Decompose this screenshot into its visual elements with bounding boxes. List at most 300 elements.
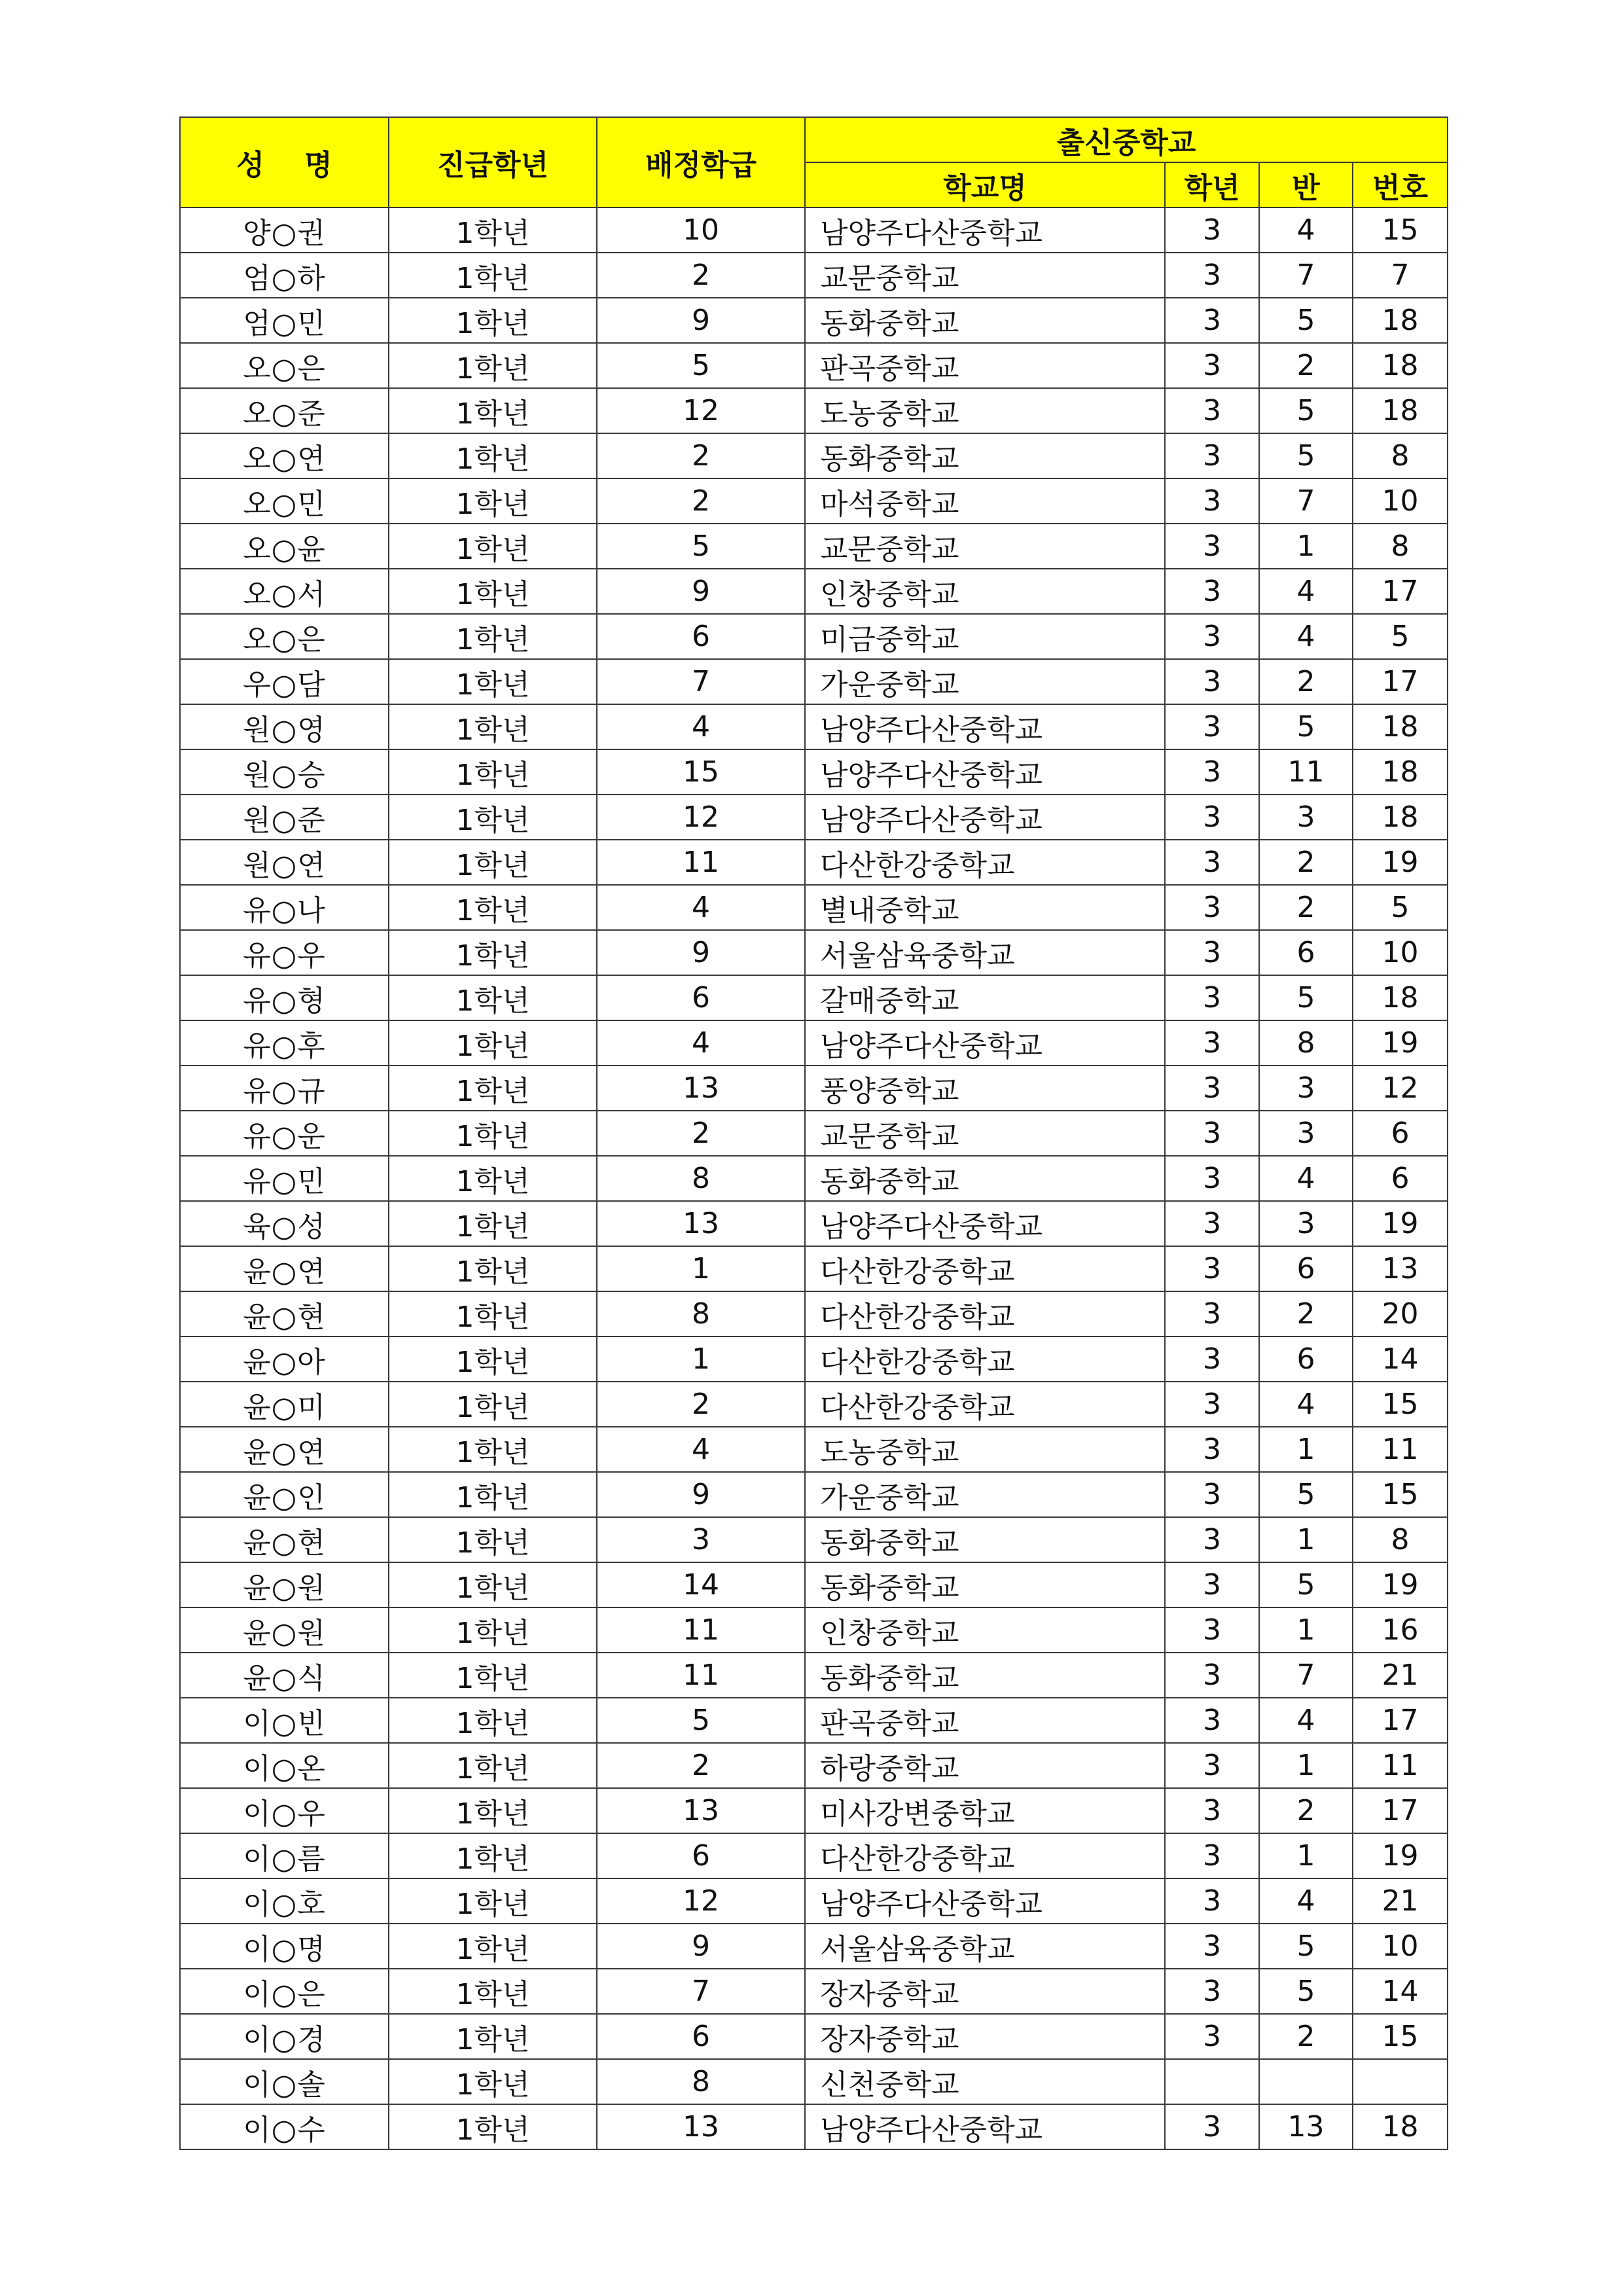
student-name-cell: 육○성 xyxy=(180,1201,389,1246)
assigned-class-cell: 9 xyxy=(597,569,805,614)
assigned-class-cell: 6 xyxy=(597,975,805,1020)
table-row xyxy=(180,1969,1448,2014)
class-cell: 6 xyxy=(1259,930,1353,975)
school-name-cell: 서울삼육중학교 xyxy=(805,1924,1165,1969)
school-name-cell: 남양주다산중학교 xyxy=(805,1878,1165,1924)
table-row xyxy=(180,930,1448,975)
grade-cell: 3 xyxy=(1165,569,1259,614)
number-cell: 16 xyxy=(1353,1607,1448,1653)
student-name-cell: 이○호 xyxy=(180,1878,389,1924)
assigned-class-cell: 6 xyxy=(597,2014,805,2059)
grade-cell: 3 xyxy=(1165,433,1259,478)
table-row xyxy=(180,1698,1448,1743)
student-name-cell: 엄○하 xyxy=(180,253,389,298)
table-row xyxy=(180,253,1448,298)
assigned-class-cell: 8 xyxy=(597,2059,805,2104)
school-name-cell: 다산한강중학교 xyxy=(805,1291,1165,1336)
student-name-cell: 윤○연 xyxy=(180,1427,389,1472)
number-cell: 18 xyxy=(1353,749,1448,795)
grade-cell: 3 xyxy=(1165,1111,1259,1156)
student-roster-table xyxy=(179,117,1448,2150)
table-row xyxy=(180,1427,1448,1472)
promo-grade-cell: 1학년 xyxy=(389,1427,597,1472)
student-name-cell: 오○은 xyxy=(180,343,389,388)
assigned-class-cell: 4 xyxy=(597,885,805,930)
school-name-cell: 남양주다산중학교 xyxy=(805,2104,1165,2149)
number-cell: 8 xyxy=(1353,1517,1448,1562)
grade-cell: 3 xyxy=(1165,1246,1259,1291)
class-cell: 2 xyxy=(1259,2014,1353,2059)
promo-grade-cell: 1학년 xyxy=(389,885,597,930)
assigned-class-cell: 6 xyxy=(597,1833,805,1878)
school-name-cell: 다산한강중학교 xyxy=(805,1382,1165,1427)
grade-cell: 3 xyxy=(1165,1698,1259,1743)
grade-cell: 3 xyxy=(1165,478,1259,524)
assigned-class-cell: 12 xyxy=(597,388,805,433)
number-cell: 10 xyxy=(1353,1924,1448,1969)
school-name-cell: 교문중학교 xyxy=(805,1111,1165,1156)
grade-cell: 3 xyxy=(1165,1517,1259,1562)
assigned-class-cell: 3 xyxy=(597,1517,805,1562)
promo-grade-cell: 1학년 xyxy=(389,388,597,433)
promo-grade-cell: 1학년 xyxy=(389,1878,597,1924)
promo-grade-cell: 1학년 xyxy=(389,253,597,298)
number-cell: 15 xyxy=(1353,1382,1448,1427)
grade-cell: 3 xyxy=(1165,1562,1259,1607)
number-cell: 21 xyxy=(1353,1878,1448,1924)
number-cell: 15 xyxy=(1353,207,1448,253)
promo-grade-cell: 1학년 xyxy=(389,1156,597,1201)
school-name-cell: 다산한강중학교 xyxy=(805,1336,1165,1382)
number-cell: 12 xyxy=(1353,1066,1448,1111)
grade-cell: 3 xyxy=(1165,2014,1259,2059)
table-row xyxy=(180,1562,1448,1607)
assigned-class-cell: 13 xyxy=(597,1066,805,1111)
table-row xyxy=(180,1156,1448,1201)
assigned-class-cell: 5 xyxy=(597,343,805,388)
header-number: 번호 xyxy=(1353,162,1448,207)
class-cell: 5 xyxy=(1259,975,1353,1020)
student-name-cell: 양○권 xyxy=(180,207,389,253)
header-promo-grade: 진급학년 xyxy=(389,117,597,207)
number-cell: 18 xyxy=(1353,975,1448,1020)
class-cell: 4 xyxy=(1259,569,1353,614)
class-cell: 6 xyxy=(1259,1246,1353,1291)
table-row xyxy=(180,659,1448,704)
school-name-cell: 미사강변중학교 xyxy=(805,1788,1165,1833)
promo-grade-cell: 1학년 xyxy=(389,840,597,885)
table-row xyxy=(180,1201,1448,1246)
student-name-cell: 이○우 xyxy=(180,1788,389,1833)
grade-cell: 3 xyxy=(1165,2104,1259,2149)
student-name-cell: 오○준 xyxy=(180,388,389,433)
table-row xyxy=(180,840,1448,885)
student-name-cell: 윤○현 xyxy=(180,1517,389,1562)
student-name-cell: 이○수 xyxy=(180,2104,389,2149)
school-name-cell: 별내중학교 xyxy=(805,885,1165,930)
student-name-cell: 윤○아 xyxy=(180,1336,389,1382)
student-name-cell: 이○명 xyxy=(180,1924,389,1969)
grade-cell: 3 xyxy=(1165,1788,1259,1833)
class-cell: 5 xyxy=(1259,433,1353,478)
header-name: 성 명 xyxy=(180,117,389,207)
grade-cell: 3 xyxy=(1165,1924,1259,1969)
promo-grade-cell: 1학년 xyxy=(389,2104,597,2149)
number-cell: 20 xyxy=(1353,1291,1448,1336)
school-name-cell: 다산한강중학교 xyxy=(805,840,1165,885)
grade-cell: 3 xyxy=(1165,795,1259,840)
class-cell: 11 xyxy=(1259,749,1353,795)
grade-cell: 3 xyxy=(1165,253,1259,298)
table-row xyxy=(180,749,1448,795)
school-name-cell: 도농중학교 xyxy=(805,388,1165,433)
promo-grade-cell: 1학년 xyxy=(389,298,597,343)
grade-cell: 3 xyxy=(1165,749,1259,795)
number-cell: 11 xyxy=(1353,1743,1448,1788)
assigned-class-cell: 13 xyxy=(597,1788,805,1833)
number-cell: 17 xyxy=(1353,659,1448,704)
grade-cell: 3 xyxy=(1165,659,1259,704)
table-row xyxy=(180,1924,1448,1969)
school-name-cell: 동화중학교 xyxy=(805,1653,1165,1698)
assigned-class-cell: 15 xyxy=(597,749,805,795)
student-name-cell: 유○형 xyxy=(180,975,389,1020)
promo-grade-cell: 1학년 xyxy=(389,1788,597,1833)
assigned-class-cell: 9 xyxy=(597,298,805,343)
school-name-cell: 서울삼육중학교 xyxy=(805,930,1165,975)
grade-cell: 3 xyxy=(1165,207,1259,253)
number-cell: 10 xyxy=(1353,478,1448,524)
number-cell: 11 xyxy=(1353,1427,1448,1472)
number-cell xyxy=(1353,2059,1448,2104)
grade-cell: 3 xyxy=(1165,1066,1259,1111)
class-cell: 1 xyxy=(1259,1743,1353,1788)
assigned-class-cell: 9 xyxy=(597,1472,805,1517)
class-cell: 5 xyxy=(1259,1924,1353,1969)
number-cell: 18 xyxy=(1353,298,1448,343)
student-name-cell: 윤○현 xyxy=(180,1291,389,1336)
grade-cell: 3 xyxy=(1165,1472,1259,1517)
assigned-class-cell: 6 xyxy=(597,614,805,659)
school-name-cell: 남양주다산중학교 xyxy=(805,704,1165,749)
grade-cell: 3 xyxy=(1165,614,1259,659)
grade-cell: 3 xyxy=(1165,1382,1259,1427)
header-class: 반 xyxy=(1259,162,1353,207)
assigned-class-cell: 2 xyxy=(597,478,805,524)
school-name-cell: 남양주다산중학교 xyxy=(805,1201,1165,1246)
class-cell: 3 xyxy=(1259,1201,1353,1246)
grade-cell: 3 xyxy=(1165,1336,1259,1382)
table-row xyxy=(180,1111,1448,1156)
promo-grade-cell: 1학년 xyxy=(389,1653,597,1698)
school-name-cell: 남양주다산중학교 xyxy=(805,749,1165,795)
student-name-cell: 오○윤 xyxy=(180,524,389,569)
assigned-class-cell: 14 xyxy=(597,1562,805,1607)
promo-grade-cell: 1학년 xyxy=(389,975,597,1020)
grade-cell: 3 xyxy=(1165,1743,1259,1788)
number-cell: 19 xyxy=(1353,1833,1448,1878)
grade-cell: 3 xyxy=(1165,524,1259,569)
promo-grade-cell: 1학년 xyxy=(389,659,597,704)
student-name-cell: 오○연 xyxy=(180,433,389,478)
class-cell: 5 xyxy=(1259,1562,1353,1607)
class-cell: 7 xyxy=(1259,1653,1353,1698)
assigned-class-cell: 12 xyxy=(597,1878,805,1924)
header-assigned-class: 배정학급 xyxy=(597,117,805,207)
promo-grade-cell: 1학년 xyxy=(389,1517,597,1562)
class-cell: 7 xyxy=(1259,478,1353,524)
promo-grade-cell: 1학년 xyxy=(389,2014,597,2059)
student-name-cell: 원○영 xyxy=(180,704,389,749)
class-cell: 5 xyxy=(1259,388,1353,433)
table-row xyxy=(180,1833,1448,1878)
class-cell: 4 xyxy=(1259,1156,1353,1201)
class-cell: 1 xyxy=(1259,1607,1353,1653)
number-cell: 17 xyxy=(1353,1788,1448,1833)
grade-cell: 3 xyxy=(1165,1969,1259,2014)
school-name-cell: 마석중학교 xyxy=(805,478,1165,524)
school-name-cell: 다산한강중학교 xyxy=(805,1246,1165,1291)
number-cell: 21 xyxy=(1353,1653,1448,1698)
class-cell: 5 xyxy=(1259,1472,1353,1517)
student-name-cell: 윤○연 xyxy=(180,1246,389,1291)
school-name-cell: 가운중학교 xyxy=(805,1472,1165,1517)
school-name-cell: 남양주다산중학교 xyxy=(805,207,1165,253)
assigned-class-cell: 8 xyxy=(597,1156,805,1201)
school-name-cell: 도농중학교 xyxy=(805,1427,1165,1472)
student-name-cell: 엄○민 xyxy=(180,298,389,343)
class-cell: 1 xyxy=(1259,524,1353,569)
assigned-class-cell: 12 xyxy=(597,795,805,840)
promo-grade-cell: 1학년 xyxy=(389,1382,597,1427)
grade-cell: 3 xyxy=(1165,1156,1259,1201)
grade-cell: 3 xyxy=(1165,1607,1259,1653)
grade-cell: 3 xyxy=(1165,1427,1259,1472)
school-name-cell: 교문중학교 xyxy=(805,524,1165,569)
promo-grade-cell: 1학년 xyxy=(389,1020,597,1066)
number-cell: 18 xyxy=(1353,704,1448,749)
number-cell: 6 xyxy=(1353,1111,1448,1156)
student-name-cell: 이○름 xyxy=(180,1833,389,1878)
grade-cell: 3 xyxy=(1165,388,1259,433)
assigned-class-cell: 1 xyxy=(597,1336,805,1382)
promo-grade-cell: 1학년 xyxy=(389,1111,597,1156)
header-school-name: 학교명 xyxy=(805,162,1165,207)
promo-grade-cell: 1학년 xyxy=(389,1472,597,1517)
table-row xyxy=(180,1291,1448,1336)
school-name-cell: 하랑중학교 xyxy=(805,1743,1165,1788)
promo-grade-cell: 1학년 xyxy=(389,1562,597,1607)
number-cell: 7 xyxy=(1353,253,1448,298)
grade-cell: 3 xyxy=(1165,1201,1259,1246)
grade-cell: 3 xyxy=(1165,1653,1259,1698)
table-row xyxy=(180,1020,1448,1066)
school-name-cell: 풍양중학교 xyxy=(805,1066,1165,1111)
class-cell: 4 xyxy=(1259,1382,1353,1427)
class-cell xyxy=(1259,2059,1353,2104)
assigned-class-cell: 2 xyxy=(597,253,805,298)
school-name-cell: 미금중학교 xyxy=(805,614,1165,659)
table-row xyxy=(180,1653,1448,1698)
school-name-cell: 판곡중학교 xyxy=(805,1698,1165,1743)
assigned-class-cell: 4 xyxy=(597,1427,805,1472)
assigned-class-cell: 11 xyxy=(597,1607,805,1653)
number-cell: 19 xyxy=(1353,1201,1448,1246)
student-name-cell: 원○연 xyxy=(180,840,389,885)
number-cell: 5 xyxy=(1353,885,1448,930)
promo-grade-cell: 1학년 xyxy=(389,795,597,840)
student-name-cell: 이○빈 xyxy=(180,1698,389,1743)
promo-grade-cell: 1학년 xyxy=(389,1201,597,1246)
class-cell: 2 xyxy=(1259,840,1353,885)
student-name-cell: 유○우 xyxy=(180,930,389,975)
number-cell: 10 xyxy=(1353,930,1448,975)
student-name-cell: 윤○원 xyxy=(180,1607,389,1653)
class-cell: 2 xyxy=(1259,1291,1353,1336)
school-name-cell: 동화중학교 xyxy=(805,1156,1165,1201)
table-row xyxy=(180,795,1448,840)
assigned-class-cell: 4 xyxy=(597,1020,805,1066)
grade-cell: 3 xyxy=(1165,930,1259,975)
table-row xyxy=(180,2059,1448,2104)
school-name-cell: 가운중학교 xyxy=(805,659,1165,704)
number-cell: 8 xyxy=(1353,433,1448,478)
class-cell: 2 xyxy=(1259,343,1353,388)
grade-cell: 3 xyxy=(1165,1291,1259,1336)
assigned-class-cell: 5 xyxy=(597,524,805,569)
number-cell: 8 xyxy=(1353,524,1448,569)
assigned-class-cell: 11 xyxy=(597,1653,805,1698)
table-row xyxy=(180,614,1448,659)
class-cell: 1 xyxy=(1259,1517,1353,1562)
number-cell: 19 xyxy=(1353,840,1448,885)
table-row xyxy=(180,975,1448,1020)
student-name-cell: 원○승 xyxy=(180,749,389,795)
grade-cell xyxy=(1165,2059,1259,2104)
number-cell: 15 xyxy=(1353,1472,1448,1517)
table-body xyxy=(180,207,1448,2149)
class-cell: 2 xyxy=(1259,659,1353,704)
school-name-cell: 장자중학교 xyxy=(805,1969,1165,2014)
number-cell: 18 xyxy=(1353,343,1448,388)
header-origin-school: 출신중학교 xyxy=(805,117,1448,162)
class-cell: 13 xyxy=(1259,2104,1353,2149)
grade-cell: 3 xyxy=(1165,343,1259,388)
class-cell: 3 xyxy=(1259,1111,1353,1156)
school-name-cell: 판곡중학교 xyxy=(805,343,1165,388)
number-cell: 13 xyxy=(1353,1246,1448,1291)
student-name-cell: 윤○인 xyxy=(180,1472,389,1517)
class-cell: 1 xyxy=(1259,1833,1353,1878)
promo-grade-cell: 1학년 xyxy=(389,614,597,659)
assigned-class-cell: 2 xyxy=(597,1111,805,1156)
assigned-class-cell: 7 xyxy=(597,1969,805,2014)
school-name-cell: 남양주다산중학교 xyxy=(805,795,1165,840)
number-cell: 14 xyxy=(1353,1336,1448,1382)
table-row xyxy=(180,1382,1448,1427)
grade-cell: 3 xyxy=(1165,298,1259,343)
number-cell: 14 xyxy=(1353,1969,1448,2014)
assigned-class-cell: 13 xyxy=(597,2104,805,2149)
promo-grade-cell: 1학년 xyxy=(389,343,597,388)
assigned-class-cell: 5 xyxy=(597,1698,805,1743)
table-row xyxy=(180,885,1448,930)
class-cell: 8 xyxy=(1259,1020,1353,1066)
table-row xyxy=(180,1517,1448,1562)
grade-cell: 3 xyxy=(1165,885,1259,930)
table-row xyxy=(180,1246,1448,1291)
promo-grade-cell: 1학년 xyxy=(389,2059,597,2104)
promo-grade-cell: 1학년 xyxy=(389,433,597,478)
school-name-cell: 동화중학교 xyxy=(805,1562,1165,1607)
table-row xyxy=(180,1336,1448,1382)
assigned-class-cell: 9 xyxy=(597,1924,805,1969)
student-name-cell: 윤○미 xyxy=(180,1382,389,1427)
student-name-cell: 유○운 xyxy=(180,1111,389,1156)
student-name-cell: 오○민 xyxy=(180,478,389,524)
assigned-class-cell: 8 xyxy=(597,1291,805,1336)
table-row xyxy=(180,1878,1448,1924)
grade-cell: 3 xyxy=(1165,840,1259,885)
promo-grade-cell: 1학년 xyxy=(389,478,597,524)
table-row xyxy=(180,1472,1448,1517)
table-row xyxy=(180,388,1448,433)
grade-cell: 3 xyxy=(1165,1878,1259,1924)
assigned-class-cell: 10 xyxy=(597,207,805,253)
student-name-cell: 이○솔 xyxy=(180,2059,389,2104)
school-name-cell: 인창중학교 xyxy=(805,1607,1165,1653)
table-row xyxy=(180,343,1448,388)
table-row xyxy=(180,569,1448,614)
assigned-class-cell: 4 xyxy=(597,704,805,749)
table-row xyxy=(180,1788,1448,1833)
student-name-cell: 유○나 xyxy=(180,885,389,930)
promo-grade-cell: 1학년 xyxy=(389,1246,597,1291)
student-name-cell: 오○서 xyxy=(180,569,389,614)
promo-grade-cell: 1학년 xyxy=(389,749,597,795)
assigned-class-cell: 11 xyxy=(597,840,805,885)
student-name-cell: 오○은 xyxy=(180,614,389,659)
class-cell: 5 xyxy=(1259,1969,1353,2014)
header-grade: 학년 xyxy=(1165,162,1259,207)
grade-cell: 3 xyxy=(1165,1833,1259,1878)
table-row xyxy=(180,433,1448,478)
student-name-cell: 유○후 xyxy=(180,1020,389,1066)
number-cell: 17 xyxy=(1353,569,1448,614)
table-row xyxy=(180,207,1448,253)
table-row xyxy=(180,2104,1448,2149)
grade-cell: 3 xyxy=(1165,704,1259,749)
promo-grade-cell: 1학년 xyxy=(389,1336,597,1382)
assigned-class-cell: 9 xyxy=(597,930,805,975)
table-row xyxy=(180,1607,1448,1653)
student-name-cell: 원○준 xyxy=(180,795,389,840)
class-cell: 4 xyxy=(1259,1878,1353,1924)
table-row xyxy=(180,1743,1448,1788)
table-row xyxy=(180,2014,1448,2059)
class-cell: 4 xyxy=(1259,1698,1353,1743)
school-name-cell: 장자중학교 xyxy=(805,2014,1165,2059)
number-cell: 19 xyxy=(1353,1020,1448,1066)
promo-grade-cell: 1학년 xyxy=(389,1969,597,2014)
promo-grade-cell: 1학년 xyxy=(389,1743,597,1788)
class-cell: 4 xyxy=(1259,207,1353,253)
number-cell: 6 xyxy=(1353,1156,1448,1201)
student-name-cell: 이○경 xyxy=(180,2014,389,2059)
student-name-cell: 윤○원 xyxy=(180,1562,389,1607)
class-cell: 3 xyxy=(1259,795,1353,840)
promo-grade-cell: 1학년 xyxy=(389,1066,597,1111)
